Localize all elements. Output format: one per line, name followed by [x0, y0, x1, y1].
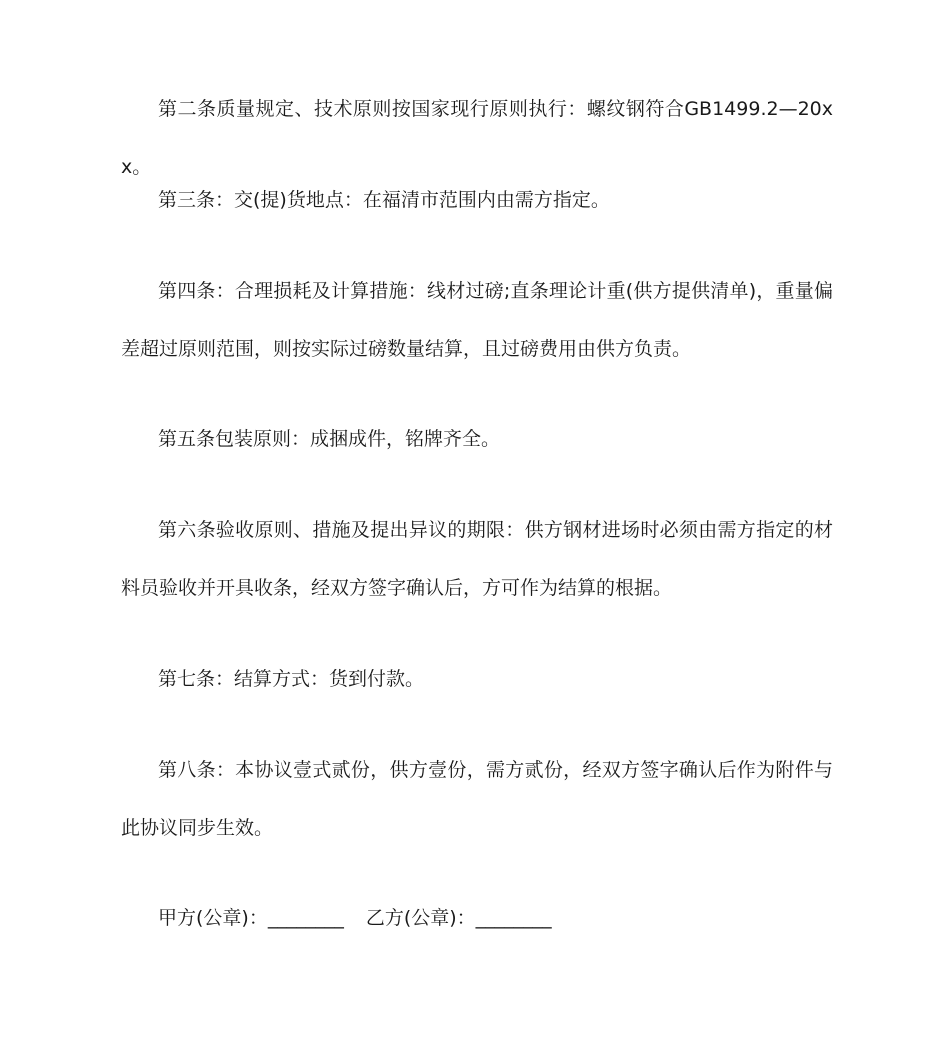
article-5-packaging: 第五条包装原则：成捆成件，铭牌齐全。: [158, 428, 501, 450]
article-6-acceptance: 第六条验收原则、措施及提出异议的期限：供方钢材进场时必须由需方指定的材料员验收并开具收条，经双方签字确认后，方可作为结算的根据。: [121, 519, 833, 599]
article-2-quality-standard: 第二条质量规定、技术原则按国家现行原则执行：螺纹钢符合GB1499.2—20xx。: [121, 98, 833, 178]
article-3-delivery-location: 第三条：交(提)货地点：在福清市范围内由需方指定。: [158, 189, 610, 211]
article-8-effectiveness: 第八条：本协议壹式贰份，供方壹份，需方贰份，经双方签字确认后作为附件与此协议同步生效。: [121, 759, 833, 839]
signature-line: [158, 889, 552, 947]
article-7-settlement: 第七条：结算方式：货到付款。: [158, 668, 425, 690]
article-4-loss-calculation: 第四条：合理损耗及计算措施：线材过磅;直条理论计重(供方提供清单)，重量偏差超过原则范围，则按实际过磅数量结算，且过磅费用由供方负责。: [121, 280, 833, 360]
party-b-seal: 乙方(公章)：________: [365, 907, 552, 929]
party-a-seal: 甲方(公章)：________: [158, 907, 344, 929]
